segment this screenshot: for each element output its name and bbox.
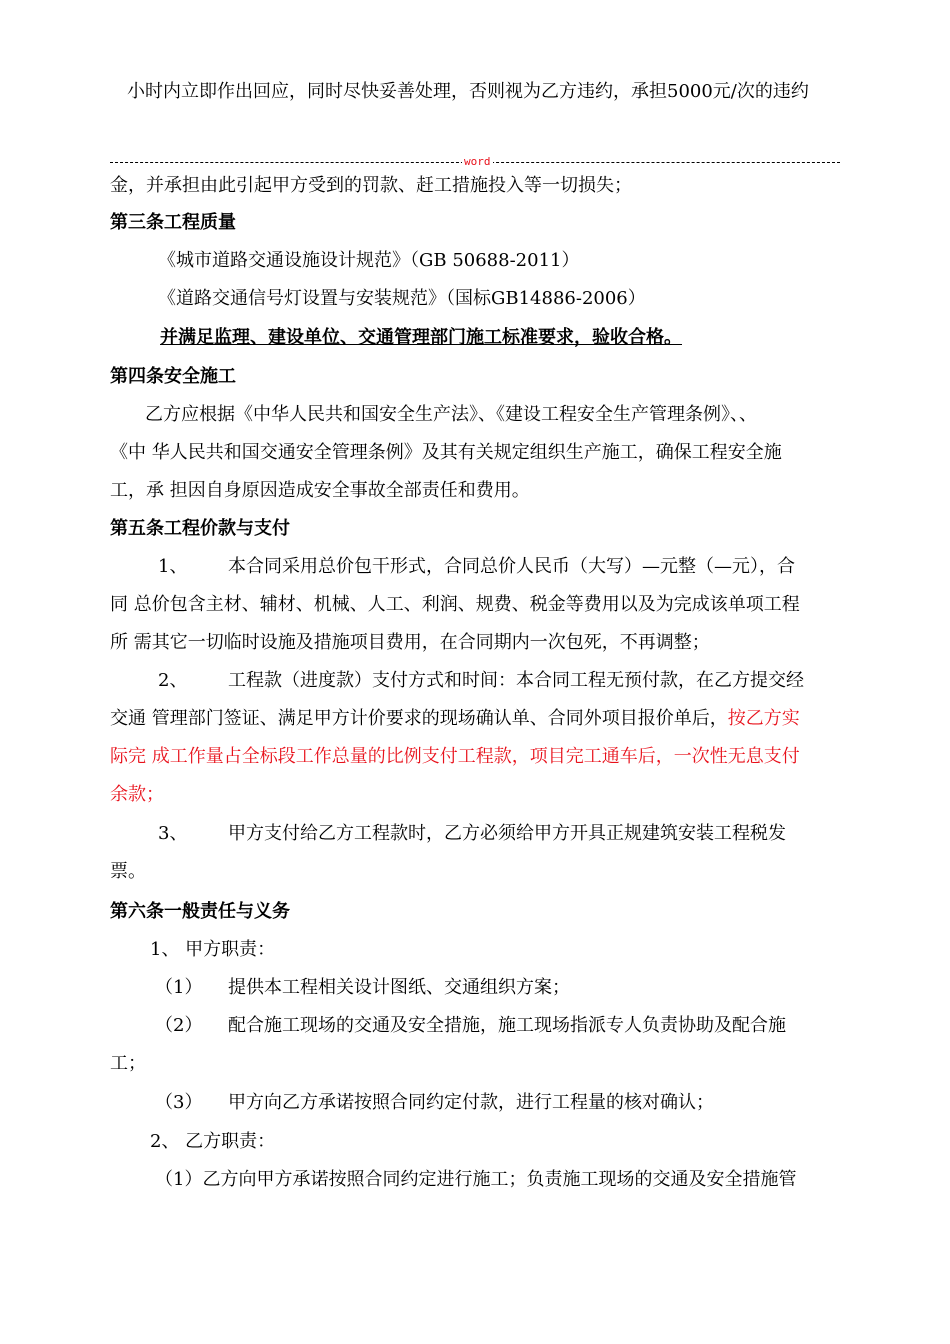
section-heading: 第六条一般责任与义务 — [110, 901, 290, 922]
body-text-line: 工，承 担因自身原因造成安全事故全部责任和费用。 — [110, 480, 530, 501]
body-text-line: 提供本工程相关设计图纸、交通组织方案； — [228, 977, 570, 998]
body-text-line: 所 需其它一切临时设施及措施项目费用，在合同期内一次包死，不再调整； — [110, 632, 710, 653]
separator-label: word — [464, 155, 491, 168]
body-text-line: 小时内立即作出回应，同时尽快妥善处理，否则视为乙方违约，承担5000元/次的违约 — [127, 81, 809, 102]
item-number: 2、 — [158, 670, 188, 691]
item-number: 3、 — [158, 823, 188, 844]
body-text-line: 同 总价包含主材、辅材、机械、人工、利润、规费、税金等费用以及为完成该单项工程 — [110, 594, 800, 615]
body-text-line: 配合施工现场的交通及安全措施，施工现场指派专人负责协助及配合施 — [228, 1015, 786, 1036]
item-number: （1） — [155, 977, 203, 998]
body-text-line: （1）乙方向甲方承诺按照合同约定进行施工；负责施工现场的交通及安全措施管 — [155, 1169, 797, 1190]
section-heading: 第三条工程质量 — [110, 212, 236, 233]
section-heading: 第五条工程价款与支付 — [110, 518, 290, 539]
body-text-segment: 交通 管理部门签证、满足甲方计价要求的现场确认单、合同外项目报价单后， — [110, 708, 728, 729]
body-text-line: 工； — [110, 1053, 146, 1074]
sub-heading: 2、 乙方职责： — [150, 1131, 276, 1152]
standard-reference: 《道路交通信号灯设置与安装规范》（国标GB14886-2006） — [158, 288, 646, 309]
body-text-line: 乙方应根据《中华人民共和国安全生产法》、《建设工程安全生产管理条例》、、 — [145, 404, 757, 425]
body-text-line — [110, 707, 850, 731]
body-text-line: 票。 — [110, 861, 146, 882]
highlighted-text: 按乙方实 — [727, 708, 800, 729]
standard-reference: 《城市道路交通设施设计规范》（GB 50688-2011） — [158, 250, 580, 271]
requirement-text: 并满足监理、建设单位、交通管理部门施工标准要求，验收合格。 — [160, 327, 682, 348]
item-number: （3） — [155, 1092, 203, 1113]
body-text-line: 本合同采用总价包干形式，合同总价人民币（大写）—元整（—元），合 — [228, 556, 795, 577]
item-number: 1、 — [158, 556, 188, 577]
body-text-line: 《中 华人民共和国交通安全管理条例》及其有关规定组织生产施工，确保工程安全施 — [110, 442, 782, 463]
body-text-line: 金，并承担由此引起甲方受到的罚款、赶工措施投入等一切损失； — [110, 175, 632, 196]
item-number: （2） — [155, 1015, 203, 1036]
section-heading: 第四条安全施工 — [110, 366, 236, 387]
highlighted-text: 际完 成工作量占全标段工作总量的比例支付工程款，项目完工通车后，一次性无息支付 — [110, 746, 800, 767]
body-text-line: 甲方支付给乙方工程款时，乙方必须给甲方开具正规建筑安装工程税发 — [228, 823, 786, 844]
body-text-line: 工程款（进度款）支付方式和时间：本合同工程无预付款，在乙方提交经 — [228, 670, 804, 691]
body-text-line: 甲方向乙方承诺按照合同约定付款，进行工程量的核对确认； — [228, 1092, 714, 1113]
sub-heading: 1、 甲方职责： — [150, 939, 276, 960]
highlighted-text: 余款； — [110, 784, 164, 805]
